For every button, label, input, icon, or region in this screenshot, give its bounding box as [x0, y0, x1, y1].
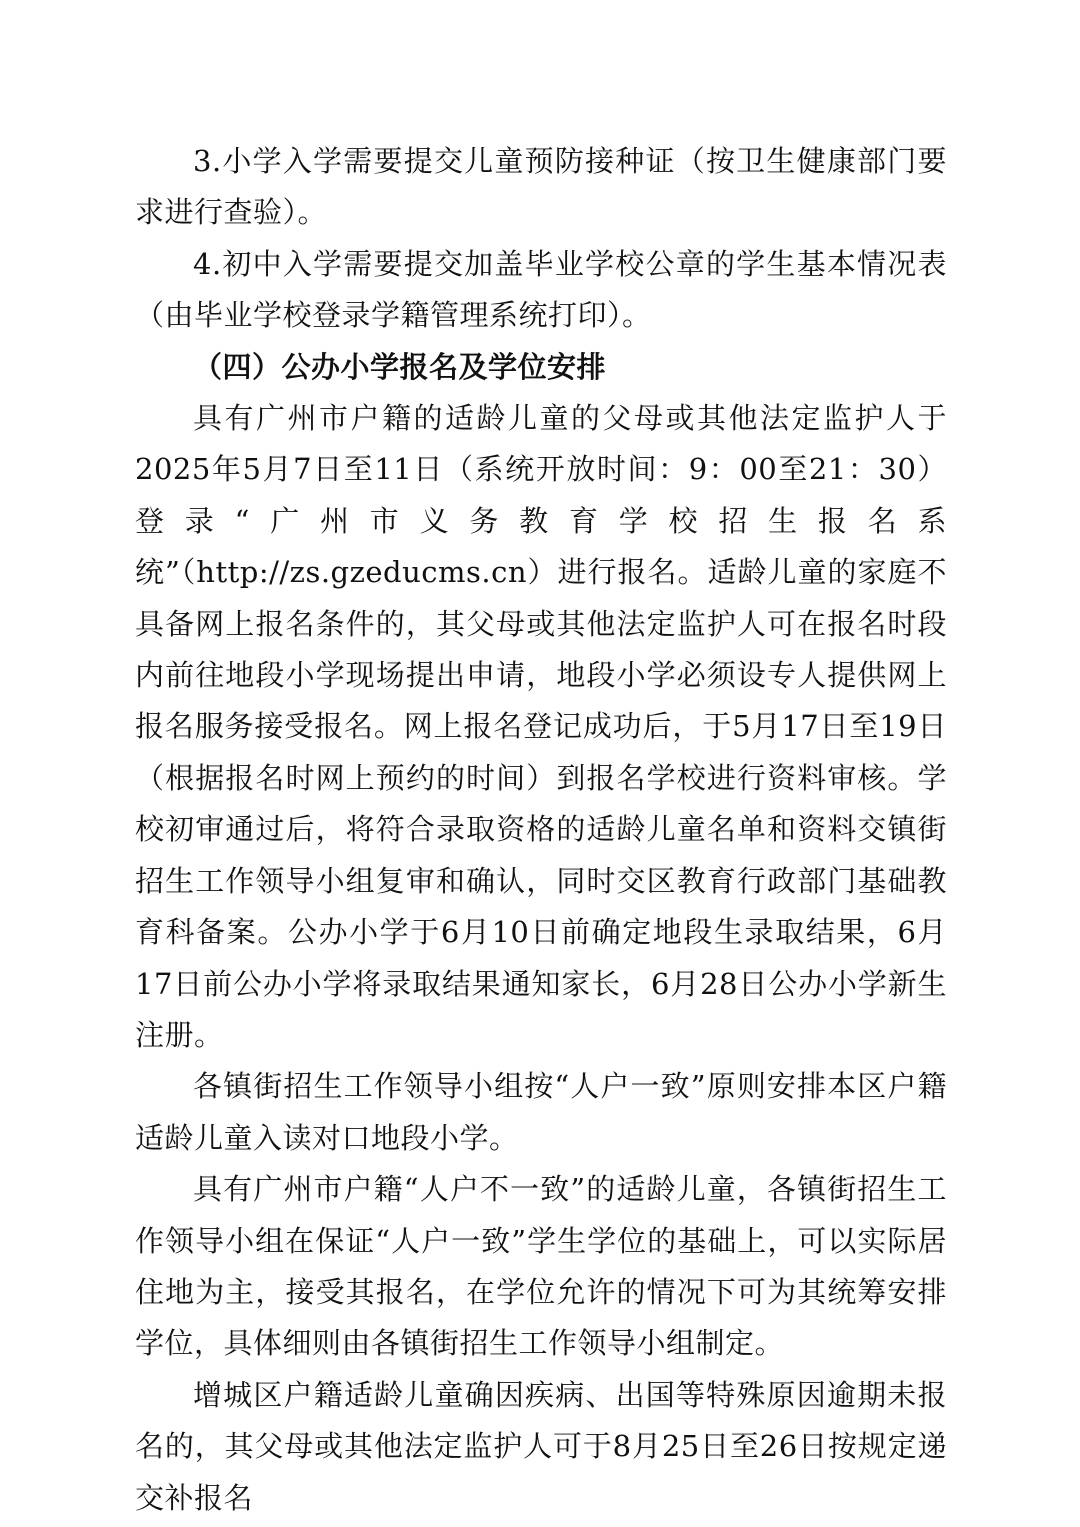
section-heading: （四）公办小学报名及学位安排	[193, 349, 607, 384]
paragraph-household-inconsistent: 具有广州市户籍“人户不一致”的适龄儿童，各镇街招生工作领导小组在保证“人户一致”学生学位的基础上，可以实际居住地为主，接受其报名，在学位允许的情况下可为其统筹安排学位，具体细则由各镇街招生工作领导小组制定。	[135, 1172, 947, 1361]
document-body	[135, 136, 947, 1524]
paragraph-late-registration: 增城区户籍适龄儿童确因疾病、出国等特殊原因逾期未报名的，其父母或其他法定监护人可于8月25日至26日按规定递交补报名	[135, 1377, 947, 1515]
paragraph-vaccination-requirement: 3.小学入学需要提交儿童预防接种证（按卫生健康部门要求进行查验）。	[135, 144, 947, 230]
paragraph-registration-process: 具有广州市户籍的适龄儿童的父母或其他法定监护人于2025年5月7日至11日（系统开放时间：9：00至21：30）登录“广州市义务教育学校招生报名系统”（http://zs.gzeducms.cn）进行报名。适龄儿童的家庭不具备网上报名条件的，其父母或其他法定监护人可在报名时段内前往地段小学现场提出申请，地段小学必须设专人提供网上报名服务接受报名。网上报名登记成功后，于5月17日至19日（根据报名时网上预约的时间）到报名学校进行资料审核。学校初审通过后，将符合录取资格的适龄儿童名单和资料交镇街招生工作领导小组复审和确认，同时交区教育行政部门基础教育科备案。公办小学于6月10日前确定地段生录取结果，6月17日前公办小学将录取结果通知家长，6月28日公办小学新生注册。	[135, 401, 947, 1052]
paragraph-household-consistent: 各镇街招生工作领导小组按“人户一致”原则安排本区户籍适龄儿童入读对口地段小学。	[135, 1069, 947, 1155]
paragraph-student-info-form: 4.初中入学需要提交加盖毕业学校公章的学生基本情况表（由毕业学校登录学籍管理系统打印）。	[135, 246, 947, 333]
